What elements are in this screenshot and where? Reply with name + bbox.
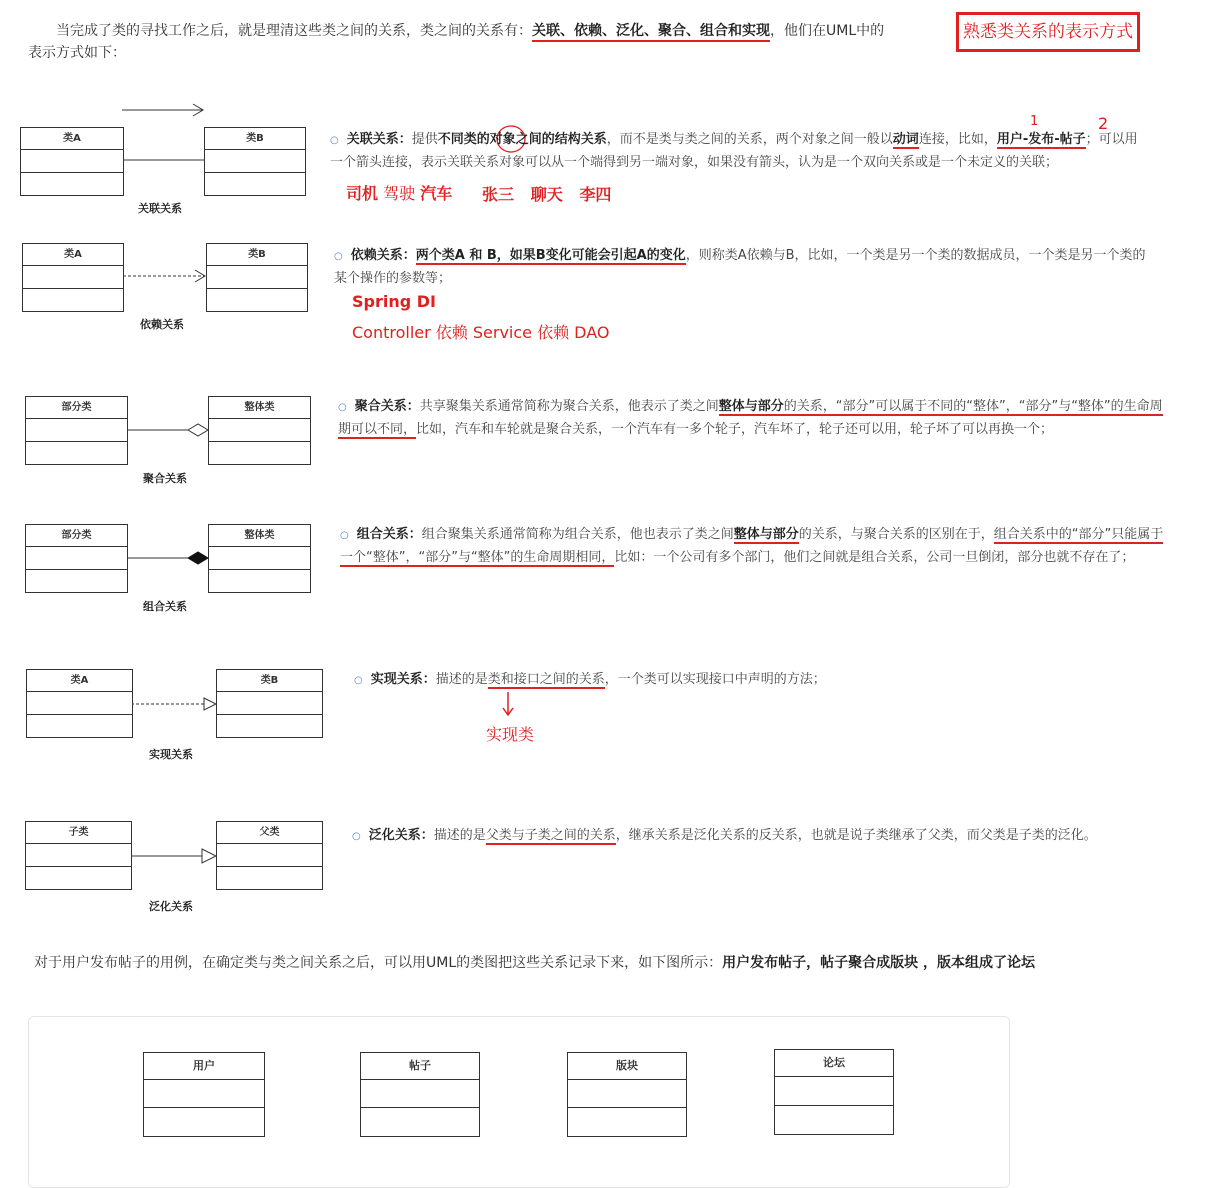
assoc-text: 连接，比如， [918,132,997,147]
class-name: 类A [27,670,132,692]
class-methods [205,173,305,195]
class-methods [207,289,307,311]
class-name: 帖子 [361,1053,479,1080]
summary-text: 对于用户发布帖子的用例，在确定类与类之间关系之后，可以用UML的类图把这些关系记录下来，如下图所示： [34,955,723,971]
agg-label: 聚合关系： [354,399,420,414]
class-methods [775,1106,893,1134]
assoc-text: ，而不是类与类之间的关系，两个对象之间一般以 [606,132,893,147]
class-name: 整体类 [209,525,310,547]
gen-description [352,825,1182,848]
class-methods [26,867,131,889]
bullet-icon: ○ [338,402,347,413]
class-attributes [775,1077,893,1106]
class-box-post [360,1052,480,1137]
mark-1: 1 [1030,114,1039,129]
assoc-bold: 用户-发布-帖子 [996,132,1086,147]
class-attributes [207,266,307,289]
note-text: 汽车 [420,184,453,203]
class-name: 子类 [26,822,131,844]
gen-text: ，继承关系是泛化关系的反关系，也就是说子类继承了父类，而父类是子类的泛化。 [615,828,1097,843]
assoc-description [330,129,1150,174]
real-text: 描述的是 [435,672,488,687]
class-name: 父类 [217,822,322,844]
class-box-b [216,669,323,738]
intro-paragraph [28,20,928,64]
intro-text-before: 当完成了类的寻找工作之后，就是理清这些类之间的关系，类之间的关系有： [56,23,532,39]
assoc-text: 提供 [411,132,438,147]
class-box-part [25,396,128,465]
bullet-icon: ○ [330,135,339,146]
dep-description [334,245,1154,290]
agg-description [338,396,1163,441]
assoc-bold: 不同类的对象之间的结构关系 [437,132,607,147]
intro-bold: 关联、依赖、泛化、聚合、组合和实现 [532,23,770,42]
class-name: 类A [23,244,123,266]
class-name: 整体类 [209,397,310,419]
class-attributes [23,266,123,289]
real-label: 实现关系： [370,672,436,687]
class-attributes [27,692,132,715]
bullet-icon: ○ [340,530,349,541]
gen-text: 父类与子类之间的关系 [485,828,616,843]
class-attributes [21,150,123,173]
gen-label: 泛化关系： [368,828,434,843]
real-note: 实现类 [486,725,535,744]
class-box-a [26,669,133,738]
class-attributes [361,1080,479,1108]
class-attributes [26,419,127,442]
assoc-label: 关联关系： [346,132,412,147]
annotation-box: 熟悉类关系的表示方式 [956,12,1140,52]
summary-bold: 用户发布帖子，帖子聚合成版块 ，版本组成了论坛 [722,955,1035,971]
agg-bold: 整体与部分 [718,399,784,414]
class-attributes [205,150,305,173]
class-box-child [25,821,132,890]
comp-description [340,524,1165,569]
class-name: 类B [205,128,305,150]
class-methods [209,442,310,464]
mark-2: 2 [1098,114,1109,133]
class-name: 类A [21,128,123,150]
class-name: 用户 [144,1053,264,1080]
class-attributes [217,844,322,867]
class-methods [26,442,127,464]
bullet-icon: ○ [354,675,363,686]
intro-line2: 表示方式如下： [28,45,126,61]
assoc-note-2: 张三 聊天 李四 [482,185,612,204]
class-attributes [217,692,322,715]
class-attributes [26,547,127,570]
dep-bold: 两个类A 和 B，如果B变化可能会引起A的变化 [415,248,686,263]
comp-text: 组合关系中的“部分”只能属于一个“整体”，“部分”与“整体”的生命周期相同， [340,527,1164,565]
class-box-board [567,1052,687,1137]
note-text: 驾驶 [383,184,416,203]
assoc-bold: 动词 [892,132,919,147]
dep-label: 依赖关系： [350,248,416,263]
assoc-text: ；可以用一个箭头连接，表示关联关系对象可以从一个端得到另一端对象，如果没有箭头，认为是一个双向关系或是一个未定义的关联； [330,132,1138,170]
class-methods [209,570,310,592]
agg-text: 的关系，“部分”可以属于不同的“整体”，“部分”与“整体”的生命周期可以不同， [338,399,1163,437]
class-box-forum [774,1049,894,1135]
diagram-caption: 关联关系 [138,202,182,215]
comp-label: 组合关系： [356,527,422,542]
comp-text: 的关系，与聚合关系的区别在于， [798,527,994,542]
bullet-icon: ○ [334,251,343,262]
comp-text: 比如：一个公司有多个部门，他们之间就是组合关系，公司一旦倒闭，部分也就不存在了； [614,550,1135,565]
class-name: 部分类 [26,525,127,547]
class-attributes [209,547,310,570]
comp-text: 组合聚集关系通常简称为组合关系，他也表示了类之间 [421,527,734,542]
real-text: ，一个类可以实现接口中声明的方法； [604,672,826,687]
class-name: 论坛 [775,1050,893,1077]
dep-note-1: Spring DI [352,292,436,311]
class-methods [568,1108,686,1136]
class-box-whole [208,524,311,593]
bullet-icon: ○ [352,831,361,842]
class-methods [21,173,123,195]
diagram-caption: 组合关系 [143,600,187,613]
class-methods [361,1108,479,1136]
comp-bold: 整体与部分 [733,527,799,542]
class-name: 版块 [568,1053,686,1080]
class-attributes [209,419,310,442]
class-methods [144,1108,264,1136]
class-box-a [22,243,124,312]
agg-text: 共享聚集关系通常简称为聚合关系，他表示了类之间 [419,399,719,414]
class-methods [217,867,322,889]
real-text: 类和接口之间的关系 [487,672,605,687]
class-methods [26,570,127,592]
diagram-caption: 聚合关系 [143,472,187,485]
real-description [354,669,1174,692]
class-name: 类B [207,244,307,266]
summary-paragraph [34,952,1214,972]
gen-text: 描述的是 [433,828,486,843]
class-box-user [143,1052,265,1137]
class-box-a [20,127,124,196]
diagram-caption: 依赖关系 [140,318,184,331]
class-name: 类B [217,670,322,692]
diagram-caption: 实现关系 [149,748,193,761]
class-name: 部分类 [26,397,127,419]
assoc-note-1 [346,181,452,204]
diagram-caption: 泛化关系 [149,900,193,913]
agg-text: 比如，汽车和车轮就是聚合关系，一个汽车有一多个轮子，汽车坏了，轮子还可以用，轮子坏了可以再换一个； [416,422,1054,437]
class-attributes [144,1080,264,1108]
class-box-part [25,524,128,593]
class-methods [23,289,123,311]
note-text: 司机 [346,184,379,203]
class-box-b [206,243,308,312]
class-box-whole [208,396,311,465]
dep-text: ，则称类A依赖与B，比如，一个类是另一个类的数据成员，一个类是另一个类的某个操作的参数等； [334,248,1146,286]
dep-note-2: Controller 依赖 Service 依赖 DAO [352,323,610,342]
class-box-parent [216,821,323,890]
class-attributes [568,1080,686,1108]
class-attributes [26,844,131,867]
class-methods [217,715,322,737]
class-methods [27,715,132,737]
class-box-b [204,127,306,196]
intro-text-after: ，他们在UML中的 [770,23,885,39]
